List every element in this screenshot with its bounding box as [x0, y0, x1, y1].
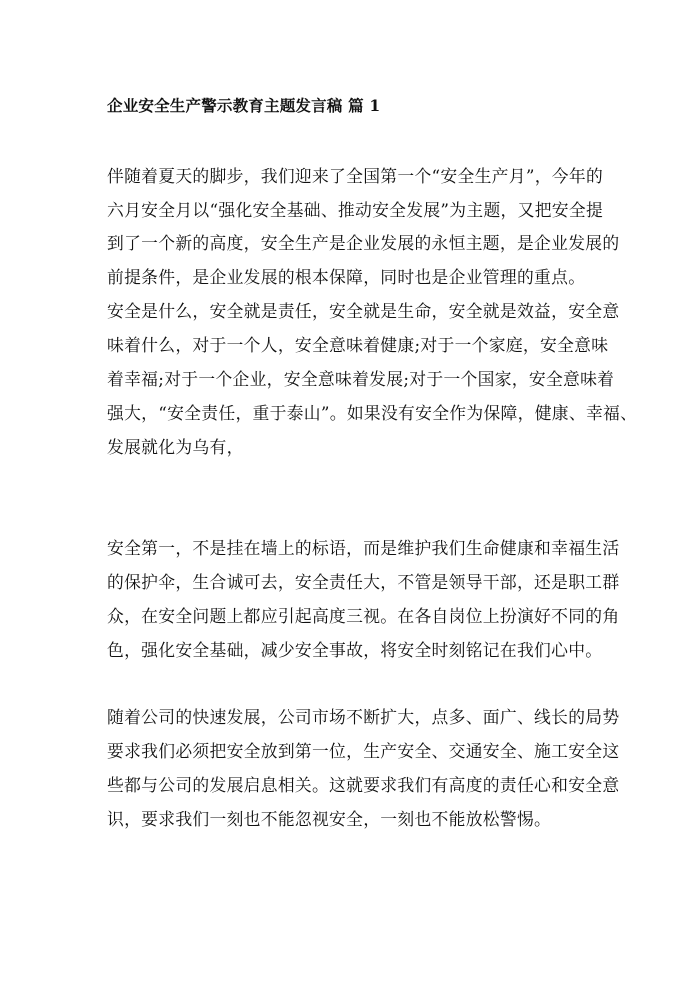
- paragraph-line: 随着公司的快速发展，公司市场不断扩大，点多、面广、线长的局势: [107, 707, 620, 727]
- paragraph-line: 众，在安全问题上都应引起高度三视。在各自岗位上扮演好不同的角: [107, 606, 620, 626]
- paragraph-line: 安全是什么，安全就是责任，安全就是生命，安全就是效益，安全意: [107, 301, 620, 321]
- paragraph-line: 色，强化安全基础，减少安全事故，将安全时刻铭记在我们心中。: [107, 640, 603, 660]
- paragraph-line: 安全第一，不是挂在墙上的标语，而是维护我们生命健康和幸福生活: [107, 538, 620, 558]
- paragraph-line: 识，要求我们一刻也不能忽视安全，一刻也不能放松警惕。: [107, 809, 552, 829]
- paragraph-line: 前提条件，是企业发展的根本保障，同时也是企业管理的重点。: [107, 267, 586, 287]
- paragraph-line: 发展就化为乌有，: [107, 437, 244, 457]
- paragraph-line: 着幸福;对于一个企业，安全意味着发展;对于一个国家，安全意味着: [107, 369, 615, 389]
- paragraph-line: 六月安全月以“强化安全基础、推动安全发展”为主题，又把安全提: [107, 200, 604, 220]
- paragraph-line: 的保护伞，生合诚可去，安全责任大，不管是领导干部，还是职工群: [107, 572, 620, 592]
- paragraph-line: 到了一个新的高度，安全生产是企业发展的永恒主题，是企业发展的: [107, 233, 620, 253]
- paragraph-line: 味着什么，对于一个人，安全意味着健康;对于一个家庭，安全意味: [107, 335, 609, 355]
- document-title: 企业安全生产警示教育主题发言稿 篇 1: [107, 96, 381, 115]
- paragraph-line: 强大，“安全责任，重于泰山”。如果没有安全作为保障，健康、幸福、: [107, 403, 638, 423]
- paragraph-line: 要求我们必须把安全放到第一位，生产安全、交通安全、施工安全这: [107, 741, 620, 761]
- paragraph-line: 伴随着夏天的脚步，我们迎来了全国第一个“安全生产月”，今年的: [107, 166, 604, 186]
- paragraph-line: 些都与公司的发展启息相关。这就要求我们有高度的责任心和安全意: [107, 775, 620, 795]
